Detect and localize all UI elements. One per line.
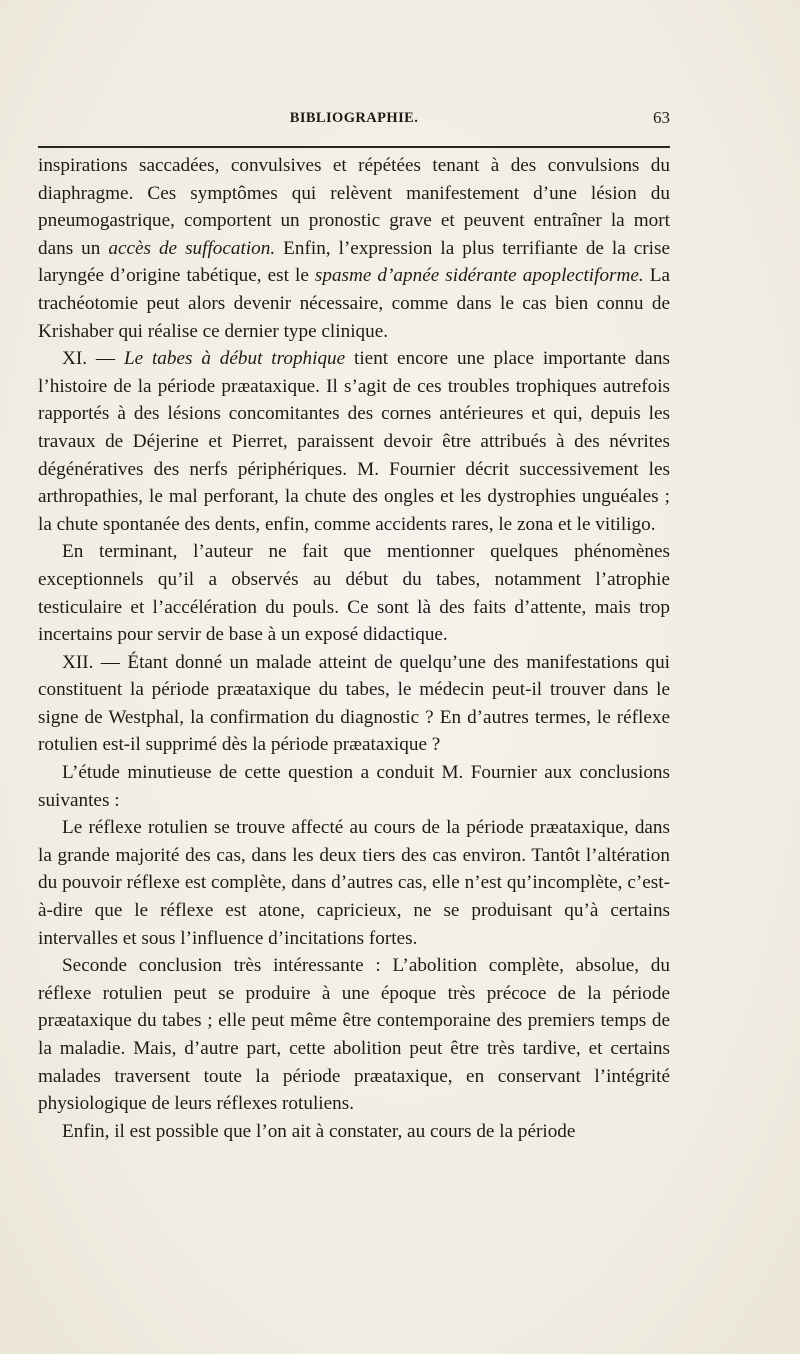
text-run: tient encore une place importante dans l’histoire de la période præataxique. Il s’agit de ces troubles trophiques autrefois rapportés à des lésions concomitantes des cornes antérieures et qui, depuis les travaux de Déjerine et Pierret, paraissent devoir être attribués à des névrites dégénératives des nerfs périphériques. M. Fournier décrit successivement les arthropathies, le mal perforant, la chute des ongles et les dystrophies unguéales ; la chute spontanée des dents, enfin, comme accidents rares, le zona et le vitiligo. [38, 348, 670, 535]
paragraph [38, 538, 670, 648]
text-run: L’étude minutieuse de cette question a conduit M. Fournier aux conclusions suivantes : [38, 762, 670, 811]
paragraph [38, 952, 670, 1118]
paragraph [38, 1118, 670, 1146]
text-run: Le réflexe rotulien se trouve affecté au cours de la période præataxique, dans la grande majorité des cas, dans les deux tiers des cas environ. Tantôt l’altération du pouvoir réflexe est complète, dans d’autres cas, elle n’est qu’incomplète, c’est-à-dire que le réflexe est atone, capricieux, ne se produisant qu’à certains intervalles et sous l’influence d’incitations fortes. [38, 817, 670, 949]
paragraph [38, 345, 670, 538]
body-text [38, 152, 670, 1145]
italic-text: spasme d’apnée sidérante apoplectiforme. [314, 265, 644, 287]
header-rule [38, 146, 670, 148]
text-run: XII. — Étant donné un malade atteint de quelqu’une des manifestations qui constituent la période præataxique du tabes, le médecin peut-il trouver dans le signe de Westphal, la confirmation du diagnostic ? En d’autres termes, le réflexe rotulien est-il supprimé dès la période præataxique ? [38, 651, 670, 756]
text-run: En terminant, l’auteur ne fait que mentionner quelques phénomènes exceptionnels qu’il a observés au début du tabes, notamment l’atrophie testiculaire et l’accélération du pouls. Ce sont là des faits d’attente, mais trop incertains pour servir de base à un exposé didactique. [38, 541, 670, 646]
italic-text: accès de suffocation. [108, 237, 276, 259]
page-header [38, 108, 670, 134]
text-run: Seconde conclusion très intéressante : L’abolition complète, absolue, du réflexe rotulien peut se produire à une époque très précoce de la période præataxique du tabes ; elle peut même être contemporaine des premiers temps de la maladie. Mais, d’autre part, cette abolition peut être très tardive, et certains malades traversent toute la période præataxique, en conservant l’intégrité physiologique de leurs réflexes rotuliens. [38, 955, 670, 1115]
paragraph [38, 649, 670, 759]
text-run: Enfin, il est possible que l’on ait à constater, au cours de la période [62, 1120, 576, 1142]
italic-text: Le tabes à début trophique [123, 348, 346, 370]
text-run: inspirations saccadées, convulsives et répétées tenant à des convulsions du diaphragme. Ces symptômes qui relèvent manifestement d’une lésion du pneumogastrique, comportent un pronostic grave et peuvent entraîner la mort dans un [38, 155, 670, 259]
paragraph [38, 152, 670, 345]
text-run: XI. — [62, 348, 124, 370]
text-run: La trachéotomie peut alors devenir nécessaire, comme dans le cas bien connu de Krishaber qui réalise ce dernier type clinique. [38, 265, 670, 342]
page-number: 63 [653, 108, 670, 127]
paragraph [38, 759, 670, 814]
paragraph [38, 814, 670, 952]
running-title: BIBLIOGRAPHIE. [289, 110, 419, 126]
text-run: Enfin, l’expression la plus terrifiante de la crise laryngée d’origine tabétique, est le [38, 237, 670, 287]
